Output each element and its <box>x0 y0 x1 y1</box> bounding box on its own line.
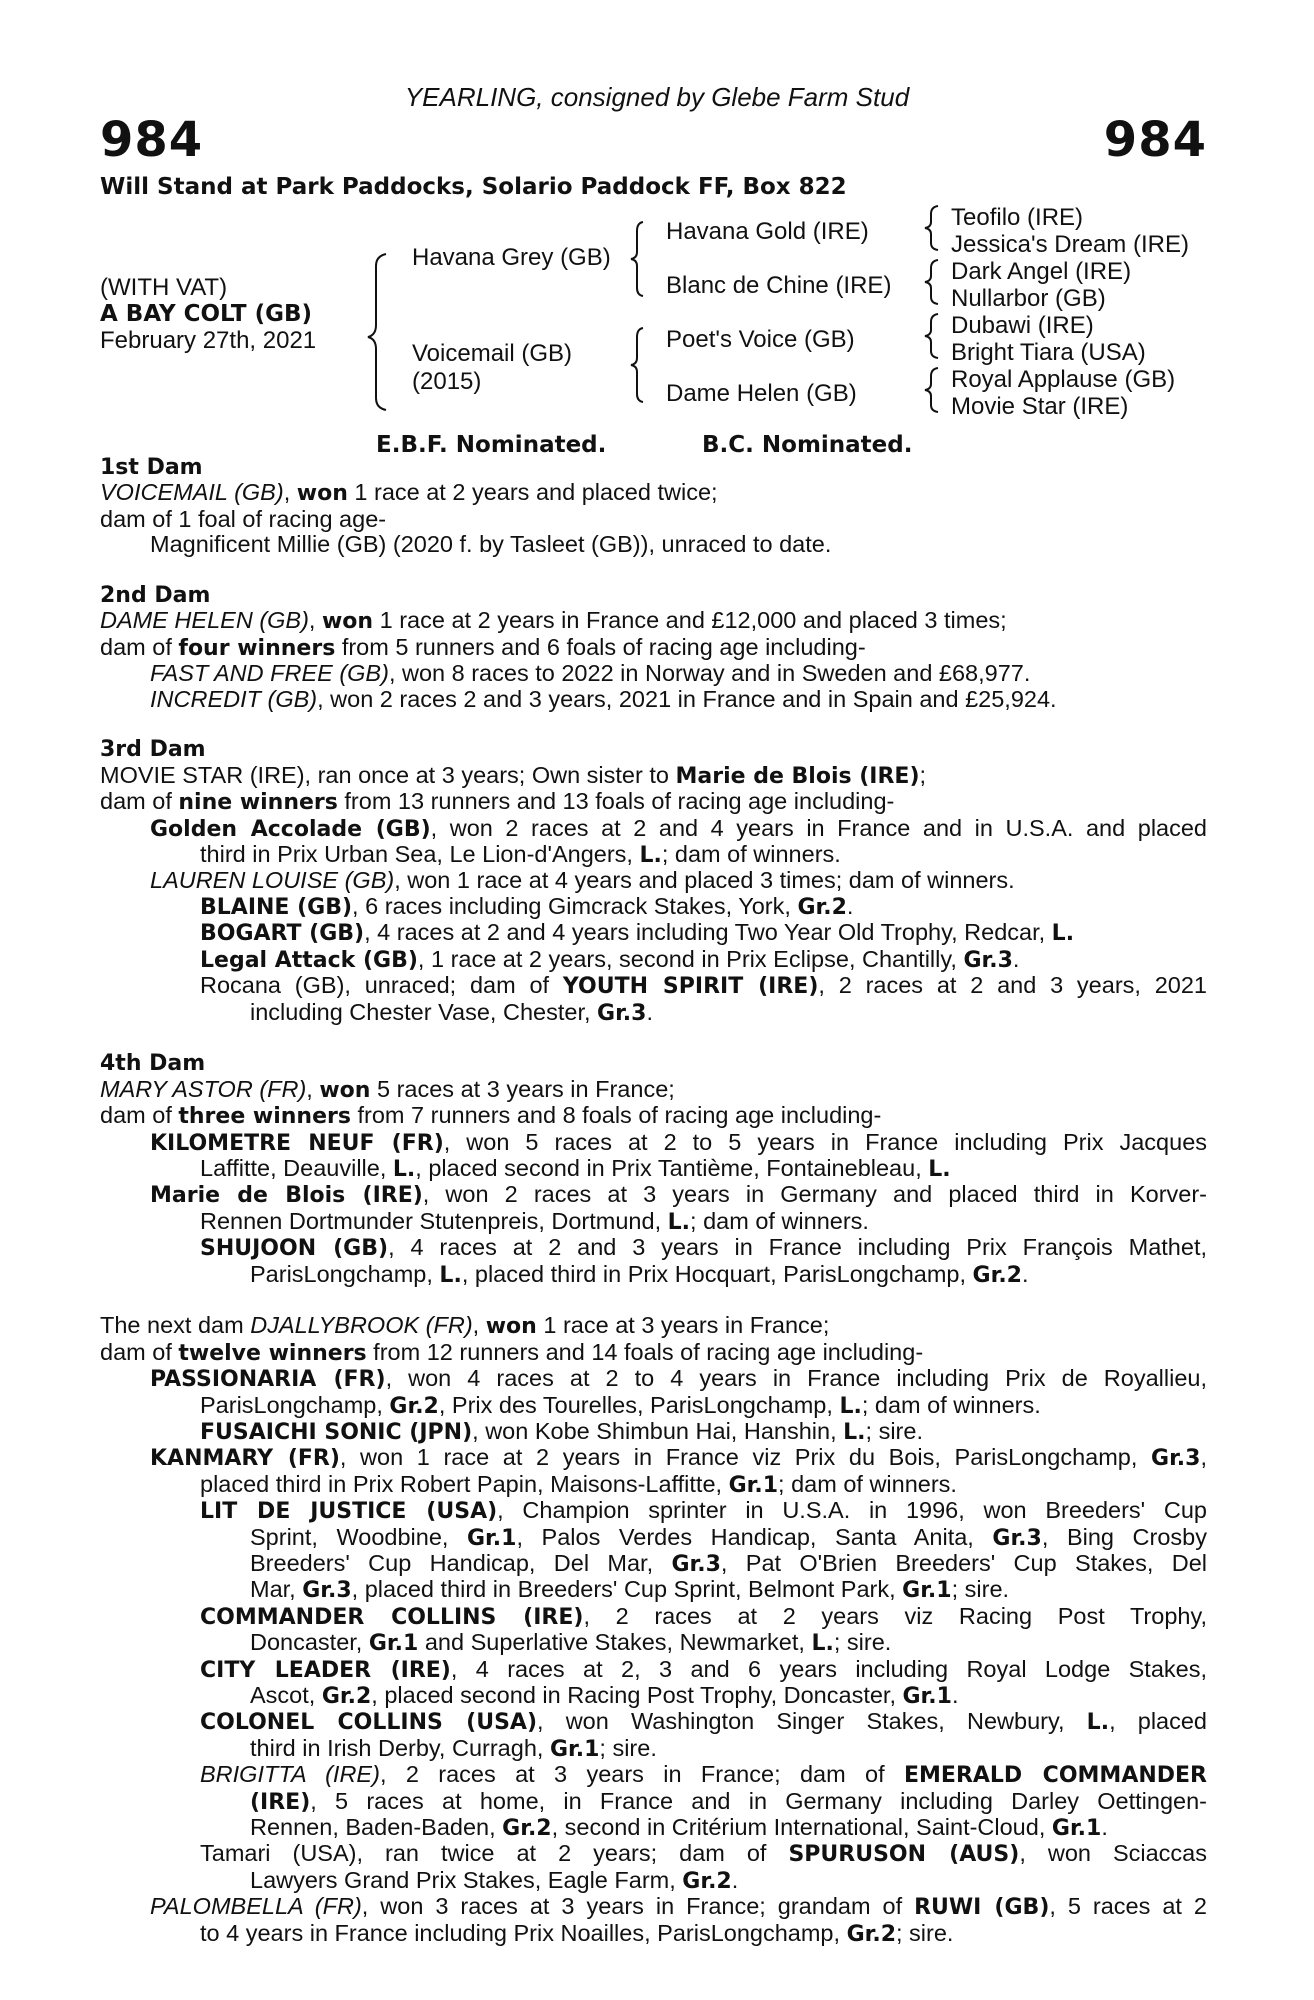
pedigree-text-line <box>100 1419 1207 1445</box>
pedigree-text-line <box>100 973 1207 999</box>
bold-text: Legal Attack (GB) <box>200 947 418 973</box>
lot-number-left: 984 <box>100 112 204 168</box>
bold-text: Gr.1 <box>467 1525 517 1551</box>
pedigree-text-line <box>100 1393 1207 1419</box>
italic-text: DAME HELEN (GB) <box>100 607 309 634</box>
pedigree-gen3-7: Royal Applause (GB) <box>951 366 1176 393</box>
plain-text: , 1 race at 2 years, second in Prix Eclipse, Chantilly, <box>417 945 964 972</box>
pedigree-text-line <box>100 687 1207 712</box>
plain-text: , Pat O'Brien Breeders' Cup Stakes, Del <box>720 1550 1207 1576</box>
bold-text: Gr.2 <box>797 894 847 920</box>
bold-text: Gr.3 <box>1151 1446 1201 1472</box>
plain-text: to 4 years in France including Prix Noailles, ParisLongchamp, <box>200 1919 847 1946</box>
pedigree-gen3-5: Dubawi (IRE) <box>951 312 1094 339</box>
plain-text: ; dam of winners. <box>861 1391 1041 1418</box>
brace-gen2-lower <box>631 328 643 402</box>
plain-text: dam of 1 foal of racing age- <box>100 505 387 532</box>
bold-text: won <box>319 1077 371 1103</box>
pedigree-text-line <box>100 1577 1207 1603</box>
plain-text: ParisLongchamp, <box>250 1260 440 1287</box>
italic-text: LAUREN LOUISE (GB) <box>150 867 395 894</box>
pedigree-sire: Havana Grey (GB) <box>412 244 611 271</box>
bold-text: CITY LEADER (IRE) <box>200 1657 451 1683</box>
bold-text: (IRE) <box>250 1789 311 1815</box>
plain-text: ; dam of winners. <box>778 1470 957 1497</box>
consignment-line: YEARLING, consigned by Glebe Farm Stud <box>404 82 910 112</box>
plain-text: Breeders' Cup Handicap, Del Mar, <box>250 1550 672 1576</box>
bold-text: nine winners <box>178 790 338 816</box>
pedigree-text-line <box>100 920 1207 946</box>
bold-text: LIT DE JUSTICE (USA) <box>200 1499 498 1525</box>
brace-gen3-3 <box>925 314 938 358</box>
pedigree-text-line <box>100 1340 1207 1366</box>
plain-text: , <box>306 1075 320 1102</box>
plain-text: dam of <box>100 633 179 660</box>
plain-text: , 2 races at 2 years viz Racing Post Trophy, <box>583 1602 1207 1629</box>
pedigree-gen3-4: Nullarbor (GB) <box>951 285 1106 312</box>
pedigree-text-line <box>100 816 1207 842</box>
plain-text: , 2 races at 3 years in France; dam of <box>379 1761 904 1788</box>
plain-text: , 5 races at home, in France and in Germany including Darley Oettingen- <box>310 1787 1207 1814</box>
pedigree-text-line <box>100 763 1207 789</box>
pedigree-text-line <box>100 480 1207 506</box>
plain-text: , placed third in Breeders' Cup Sprint, Belmont Park, <box>351 1576 903 1603</box>
bold-text: Gr.2 <box>846 1921 896 1947</box>
plain-text: , won 2 races at 2 and 4 years in France and in U.S.A. and placed <box>430 814 1207 841</box>
section-spacer <box>100 558 1207 583</box>
plain-text: Doncaster, <box>250 1629 369 1656</box>
pedigree-text-line <box>100 608 1207 634</box>
bold-text: Gr.1 <box>902 1684 952 1710</box>
bold-text: L. <box>1051 921 1075 947</box>
bold-text: L. <box>811 1631 834 1657</box>
bold-text: L. <box>667 1209 691 1235</box>
plain-text: Ascot, <box>250 1682 322 1709</box>
bold-text: L. <box>928 1156 951 1182</box>
bold-text: Gr.1 <box>1051 1816 1102 1842</box>
pedigree-gen3-1: Teofilo (IRE) <box>951 204 1084 231</box>
plain-text: , placed second in Racing Post Trophy, Doncaster, <box>371 1682 903 1709</box>
plain-text: . <box>646 998 653 1025</box>
plain-text: 5 races at 3 years in France; <box>370 1075 675 1102</box>
plain-text: ; sire. <box>833 1629 892 1656</box>
bold-text: won <box>321 609 374 635</box>
plain-text: , Palos Verdes Handicap, Santa Anita, <box>516 1523 993 1550</box>
plain-text: third in Prix Urban Sea, Le Lion-d'Angers, <box>200 841 640 868</box>
plain-text: , <box>308 607 322 634</box>
bold-text: L. <box>1086 1710 1110 1736</box>
pedigree-text-line <box>100 1789 1207 1815</box>
bold-text: Gr.2 <box>682 1868 732 1894</box>
pedigree-text-line <box>100 1762 1207 1788</box>
pedigree-text-line <box>100 635 1207 661</box>
plain-text: third in Irish Derby, Curragh, <box>250 1734 550 1761</box>
section-spacer <box>100 1026 1207 1051</box>
plain-text: from 5 runners and 6 foals of racing age including- <box>335 633 866 660</box>
pedigree-sire-dam: Blanc de Chine (IRE) <box>666 272 892 299</box>
plain-text: , placed third in Prix Hocquart, ParisLongchamp, <box>461 1260 973 1287</box>
plain-text: , won Washington Singer Stakes, Newbury, <box>537 1708 1087 1735</box>
plain-text: . <box>846 892 854 919</box>
bold-text: won <box>485 1314 537 1340</box>
plain-text: 1 race at 2 years and placed twice; <box>347 479 718 506</box>
bold-text: Gr.2 <box>502 1816 552 1842</box>
bold-text: Gr.3 <box>597 1000 647 1026</box>
plain-text: , Bing Crosby <box>1041 1523 1207 1550</box>
pedigree-text-line <box>100 1683 1207 1709</box>
section-heading: 1st Dam <box>100 455 203 480</box>
bold-text: three winners <box>178 1104 351 1130</box>
ebf-nomination: E.B.F. Nominated. <box>376 432 607 458</box>
plain-text: , Prix des Tourelles, ParisLongchamp, <box>438 1391 840 1418</box>
plain-text: from 13 runners and 13 foals of racing age including- <box>337 788 895 815</box>
bold-text: PASSIONARIA (FR) <box>150 1367 386 1393</box>
plain-text: MOVIE STAR (IRE), ran once at 3 years; Own sister to <box>100 761 676 788</box>
bold-text: SPURUSON (AUS) <box>788 1842 1020 1868</box>
plain-text: , Champion sprinter in U.S.A. in 1996, won Breeders' Cup <box>497 1497 1207 1524</box>
pedigree-text-line <box>100 1841 1207 1867</box>
plain-text: , 2 races at 2 and 3 years, 2021 <box>818 972 1207 999</box>
plain-text: , won Sciaccas <box>1019 1840 1207 1867</box>
bold-text: Gr.1 <box>902 1578 952 1604</box>
plain-text: , <box>472 1312 486 1339</box>
plain-text: , won 5 races at 2 to 5 years in France including Prix Jacques <box>443 1128 1208 1155</box>
plain-text: ; sire. <box>896 1919 954 1946</box>
plain-text: 1 race at 3 years in France; <box>536 1312 830 1339</box>
bold-text: L. <box>639 843 662 869</box>
stabling-location: Will Stand at Park Paddocks, Solario Paddock FF, Box 822 <box>100 174 847 200</box>
pedigree-text-line <box>100 1209 1207 1235</box>
plain-text: 1 race at 2 years in France and £12,000 and placed 3 times; <box>373 607 1007 634</box>
plain-text: , won 2 races 2 and 3 years, 2021 in France and in Spain and £25,924. <box>317 685 1057 712</box>
pedigree-text-line <box>100 894 1207 920</box>
plain-text: Mar, <box>250 1576 303 1603</box>
foaling-date: February 27th, 2021 <box>100 327 317 354</box>
plain-text: , won 3 races at 3 years in France; grandam of <box>361 1893 915 1920</box>
pedigree-text-line <box>100 1445 1207 1471</box>
italic-text: DJALLYBROOK (FR) <box>250 1312 473 1339</box>
italic-text: FAST AND FREE (GB) <box>150 660 389 687</box>
brace-gen3-2 <box>925 260 938 304</box>
plain-text: , 6 races including Gimcrack Stakes, York, <box>352 892 798 919</box>
plain-text: and Superlative Stakes, Newmarket, <box>418 1629 812 1656</box>
bold-text: YOUTH SPIRIT (IRE) <box>562 974 819 1000</box>
plain-text: , won 1 race at 4 years and placed 3 times; dam of winners. <box>394 867 1015 894</box>
section-heading: 3rd Dam <box>100 737 206 763</box>
bold-text: COLONEL COLLINS (USA) <box>200 1710 538 1736</box>
pedigree-text-line <box>100 1130 1207 1156</box>
pedigree-sire-sire: Havana Gold (IRE) <box>666 218 869 245</box>
pedigree-text-line <box>100 1657 1207 1683</box>
brace-gen2-upper <box>631 222 643 296</box>
bold-text: BOGART (GB) <box>200 921 365 947</box>
plain-text: , 4 races at 2, 3 and 6 years including Royal Lodge Stakes, <box>450 1655 1208 1682</box>
plain-text: including Chester Vase, Chester, <box>250 998 598 1025</box>
pedigree-text-line <box>100 1498 1207 1524</box>
bold-text: L. <box>839 1393 862 1419</box>
pedigree-text-line <box>100 1103 1207 1129</box>
section-spacer <box>100 712 1207 737</box>
pedigree-dam-year: (2015) <box>412 368 482 395</box>
bold-text: KILOMETRE NEUF (FR) <box>150 1130 444 1156</box>
bold-text: BLAINE (GB) <box>200 894 353 920</box>
catalogue-page-body <box>100 455 1207 1947</box>
pedigree-text-line <box>100 1604 1207 1630</box>
pedigree-text-line <box>100 947 1207 973</box>
pedigree-text-line <box>100 868 1207 893</box>
pedigree-text-line <box>100 1235 1207 1261</box>
plain-text: . <box>951 1682 959 1709</box>
plain-text: The next dam <box>100 1312 251 1339</box>
pedigree-text-line <box>100 1921 1207 1947</box>
plain-text: Sprint, Woodbine, <box>250 1523 467 1550</box>
italic-text: MARY ASTOR (FR) <box>100 1075 307 1102</box>
plain-text: , won 4 races at 2 to 4 years in France including Prix de Royallieu, <box>385 1365 1207 1392</box>
pedigree-text-line <box>100 1156 1207 1182</box>
brace-gen1 <box>368 254 386 410</box>
plain-text: ; <box>919 761 927 788</box>
plain-text: ; sire. <box>865 1417 923 1444</box>
lot-number-right: 984 <box>1103 112 1207 168</box>
bold-text: KANMARY (FR) <box>150 1446 340 1472</box>
brace-gen3-4 <box>925 368 938 412</box>
section-heading: 4th Dam <box>100 1051 206 1077</box>
plain-text: , <box>283 479 297 506</box>
plain-text: ; sire. <box>951 1576 1010 1603</box>
pedigree-gen3-8: Movie Star (IRE) <box>951 393 1129 420</box>
bold-text: Gr.2 <box>389 1393 439 1419</box>
pedigree-gen3-6: Bright Tiara (USA) <box>951 339 1146 366</box>
bold-text: L. <box>439 1262 462 1288</box>
plain-text: Tamari (USA), ran twice at 2 years; dam of <box>200 1840 789 1867</box>
bc-nomination: B.C. Nominated. <box>702 432 913 458</box>
plain-text: Lawyers Grand Prix Stakes, Eagle Farm, <box>250 1866 683 1893</box>
plain-text: , <box>1200 1444 1207 1471</box>
plain-text: ; dam of winners. <box>690 1207 869 1234</box>
bold-text: Gr.1 <box>549 1736 600 1762</box>
bold-text: Golden Accolade (GB) <box>150 816 431 842</box>
plain-text: , won 8 races to 2022 in Norway and in Sweden and £68,977. <box>388 660 1031 687</box>
plain-text: dam of <box>100 1102 179 1129</box>
pedigree-text-line <box>100 789 1207 815</box>
pedigree-text-line <box>100 1868 1207 1894</box>
plain-text: ; dam of winners. <box>661 841 841 868</box>
pedigree-dam-sire: Poet's Voice (GB) <box>666 326 855 353</box>
bold-text: L. <box>392 1156 416 1182</box>
bold-text: Gr.1 <box>368 1631 419 1657</box>
bold-text: Gr.2 <box>972 1262 1022 1288</box>
italic-text: BRIGITTA (IRE) <box>200 1761 380 1788</box>
plain-text: . <box>1012 945 1020 972</box>
plain-text: . <box>1101 1814 1108 1841</box>
bold-text: COMMANDER COLLINS (IRE) <box>200 1604 584 1630</box>
pedigree-text-line <box>100 1709 1207 1735</box>
italic-text: PALOMBELLA (FR) <box>150 1893 362 1920</box>
bold-text: Gr.3 <box>992 1525 1042 1551</box>
plain-text: ; sire. <box>599 1734 657 1761</box>
bold-text: FUSAICHI SONIC (JPN) <box>200 1419 473 1445</box>
italic-text: INCREDIT (GB) <box>150 685 318 712</box>
bold-text: Marie de Blois (IRE) <box>675 763 920 789</box>
bold-text: Gr.3 <box>963 947 1013 973</box>
bold-text: Gr.3 <box>302 1578 352 1604</box>
pedigree-text-line <box>100 1182 1207 1208</box>
plain-text: from 12 runners and 14 foals of racing age including- <box>366 1338 924 1365</box>
pedigree-text-line <box>100 661 1207 686</box>
horse-name: A BAY COLT (GB) <box>100 301 313 327</box>
plain-text: Magnificent Millie (GB) (2020 f. by Tasleet (GB)), unraced to date. <box>150 531 832 558</box>
pedigree-text-line <box>100 1472 1207 1498</box>
plain-text: , placed second in Prix Tantième, Fontainebleau, <box>415 1154 929 1181</box>
bold-text: Marie de Blois (IRE) <box>150 1183 423 1209</box>
pedigree-text-line <box>100 1313 1207 1339</box>
plain-text: , 4 races at 2 and 4 years including Two Year Old Trophy, Redcar, <box>364 919 1052 946</box>
plain-text: , placed <box>1109 1708 1208 1735</box>
plain-text: . <box>1021 1260 1029 1287</box>
pedigree-text-line <box>100 1262 1207 1288</box>
pedigree-text-line <box>100 1551 1207 1577</box>
bold-text: four winners <box>178 635 336 661</box>
pedigree-text-line <box>100 532 1207 557</box>
bold-text: twelve winners <box>178 1340 367 1366</box>
pedigree-text-line <box>100 1366 1207 1392</box>
bold-text: Gr.1 <box>728 1472 779 1498</box>
plain-text: placed third in Prix Robert Papin, Maisons-Laffitte, <box>200 1470 729 1497</box>
bold-text: EMERALD COMMANDER <box>904 1763 1207 1789</box>
brace-gen3-1 <box>925 206 938 250</box>
plain-text: Rennen, Baden-Baden, <box>250 1814 503 1841</box>
plain-text: dam of <box>100 1338 179 1365</box>
plain-text: , 5 races at 2 <box>1049 1893 1207 1920</box>
pedigree-text-line <box>100 842 1207 868</box>
pedigree-text-line <box>100 1077 1207 1103</box>
plain-text: . <box>731 1866 739 1893</box>
bold-text: L. <box>843 1419 866 1445</box>
bold-text: won <box>296 481 348 507</box>
plain-text: , won 2 races at 3 years in Germany and placed third in Korver- <box>422 1181 1207 1208</box>
section-heading: 2nd Dam <box>100 583 211 609</box>
pedigree-text-line <box>100 1000 1207 1026</box>
plain-text: ParisLongchamp, <box>200 1391 390 1418</box>
bold-text: Gr.3 <box>671 1552 721 1577</box>
plain-text: Rocana (GB), unraced; dam of <box>200 972 563 999</box>
pedigree-dam-dam: Dame Helen (GB) <box>666 380 857 407</box>
plain-text: dam of <box>100 788 179 815</box>
vat-note: (WITH VAT) <box>100 274 228 301</box>
plain-text: , second in Critérium International, Saint-Cloud, <box>551 1814 1052 1841</box>
pedigree-text-line <box>100 1525 1207 1551</box>
plain-text: Laffitte, Deauville, <box>200 1154 393 1181</box>
plain-text: Rennen Dortmunder Stutenpreis, Dortmund, <box>200 1207 668 1234</box>
plain-text: , won Kobe Shimbun Hai, Hanshin, <box>472 1417 844 1444</box>
bold-text: Gr.2 <box>321 1684 372 1710</box>
pedigree-text-line <box>100 1894 1207 1920</box>
plain-text: , won 1 race at 2 years in France viz Prix du Bois, ParisLongchamp, <box>339 1444 1152 1471</box>
pedigree-text-line <box>100 1630 1207 1656</box>
plain-text: from 7 runners and 8 foals of racing age including- <box>350 1102 882 1129</box>
pedigree-text-line <box>100 1815 1207 1841</box>
pedigree-text-line <box>100 507 1207 532</box>
italic-text: VOICEMAIL (GB) <box>100 479 284 506</box>
section-spacer <box>100 1288 1207 1313</box>
bold-text: RUWI (GB) <box>914 1895 1050 1921</box>
pedigree-gen3-2: Jessica's Dream (IRE) <box>951 231 1189 258</box>
plain-text: , 4 races at 2 and 3 years in France including Prix François Mathet, <box>388 1234 1207 1261</box>
pedigree-text-line <box>100 1736 1207 1762</box>
pedigree-dam: Voicemail (GB) <box>412 340 573 367</box>
bold-text: SHUJOON (GB) <box>200 1236 389 1262</box>
pedigree-gen3-3: Dark Angel (IRE) <box>951 258 1132 285</box>
